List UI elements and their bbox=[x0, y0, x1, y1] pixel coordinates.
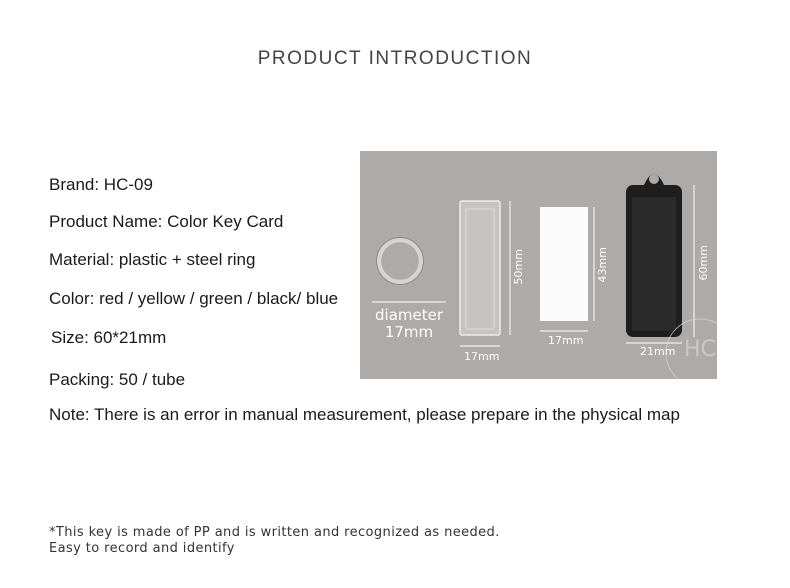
paper-insert-width: 17mm bbox=[548, 334, 584, 347]
material-label: Material: plastic + steel ring bbox=[49, 250, 256, 269]
black-holder-width: 21mm bbox=[640, 345, 676, 358]
black-holder-height: 60mm bbox=[697, 245, 710, 281]
paper-insert-icon bbox=[540, 207, 588, 321]
clear-case-width: 17mm bbox=[464, 350, 500, 363]
watermark-text: HC bbox=[684, 337, 716, 362]
product-name-label: Product Name: Color Key Card bbox=[49, 212, 284, 231]
steel-ring-icon bbox=[379, 240, 421, 282]
size-label: Size: 60*21mm bbox=[51, 328, 167, 347]
product-photo bbox=[360, 151, 717, 379]
packing-label: Packing: 50 / tube bbox=[49, 370, 186, 389]
brand-label: Brand: HC-09 bbox=[49, 175, 153, 194]
clear-case-height: 50mm bbox=[512, 249, 525, 285]
measurement-note: Note: There is an error in manual measurement, please prepare in the physical map bbox=[49, 405, 680, 424]
footer-line-1: *This key is made of PP and is written and recognized as needed. bbox=[49, 525, 500, 540]
black-holder-icon bbox=[626, 174, 682, 337]
paper-insert-height: 43mm bbox=[596, 247, 609, 283]
ring-diameter-value: 17mm bbox=[384, 323, 434, 341]
color-label: Color: red / yellow / green / black/ blue bbox=[49, 289, 339, 308]
footer-line-2: Easy to record and identify bbox=[49, 541, 235, 556]
page-title: PRODUCT INTRODUCTION bbox=[257, 48, 533, 69]
ring-diameter-label: diameter bbox=[375, 306, 443, 324]
